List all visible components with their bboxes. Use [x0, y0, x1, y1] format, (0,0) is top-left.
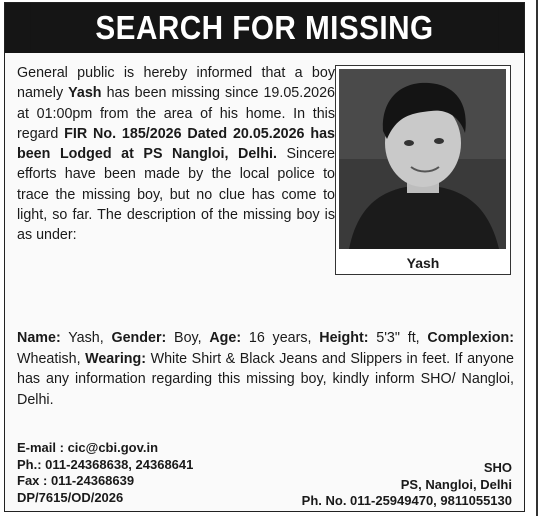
intro-name: Yash	[68, 85, 102, 102]
complexion-value: Wheatish,	[17, 350, 86, 367]
page-edge-divider	[536, 0, 538, 516]
reference-number: DP/7615/OD/2026	[17, 489, 124, 505]
age-value: 16 years,	[241, 330, 320, 346]
age-label: Age:	[209, 330, 242, 346]
photo-frame	[335, 65, 511, 275]
signatory-station: PS, Nangloi, Delhi	[400, 476, 512, 492]
photo-caption: Yash	[406, 255, 440, 271]
height-label: Height:	[319, 330, 369, 346]
description-paragraph	[17, 328, 514, 410]
missing-notice	[4, 2, 525, 512]
height-value: 5'3" ft,	[368, 330, 420, 346]
gender-label: Gender:	[111, 330, 167, 346]
intro-paragraph	[17, 63, 335, 246]
missing-person-photo	[339, 69, 506, 249]
signatory-phone: Ph. No. 011-25949470, 9811055130	[301, 493, 512, 508]
signatory-title: SHO	[483, 460, 512, 475]
intro-text-3: Sincere efforts have been made by the local police to trace the missing boy, but no clue has come to light, so far. The description of the missing boy is as under:	[17, 146, 335, 244]
fir-details: FIR No. 185/2026 Dated 20.05.2026 has been Lodged at PS Nangloi, Delhi.	[17, 125, 335, 163]
intro-text-1: General public is hereby informed that a boy namely	[17, 65, 335, 102]
complexion-label: Complexion:	[427, 330, 514, 346]
portrait-image	[339, 69, 506, 249]
fax-line: Fax : 011-24368639	[17, 473, 135, 488]
wearing-label: Wearing:	[85, 350, 147, 367]
phone-line: Ph.: 011-24368638, 24368641	[17, 456, 194, 472]
contact-block	[17, 440, 193, 506]
signatory-block	[302, 460, 512, 510]
name-label: Name:	[17, 330, 61, 346]
gender-value: Boy,	[166, 330, 210, 346]
email-line: E-mail : cic@cbi.gov.in	[17, 440, 159, 455]
notice-title: SEARCH FOR MISSING	[31, 3, 498, 53]
name-value: Yash,	[60, 330, 112, 346]
title-banner	[5, 3, 524, 53]
intro-text-2: has been missing since 19.05.2026 at 01:00pm from the area of his home. In this regard	[17, 85, 336, 142]
wearing-value: White Shirt & Black Jeans and Slippers in feet. If anyone has any information regarding this missing boy, kindly inform SHO/ Nangloi, Delhi.	[17, 350, 514, 408]
